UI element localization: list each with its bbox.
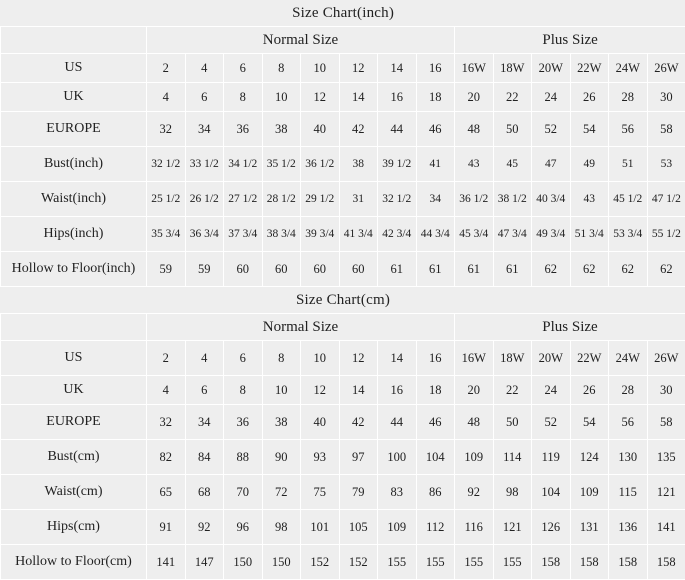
cell: 100 (378, 440, 417, 475)
cell: 155 (493, 545, 532, 580)
cell: 52 (532, 405, 571, 440)
cell: 92 (455, 475, 494, 510)
cell: 32 (147, 112, 186, 147)
row-label-bust: Bust(cm) (1, 440, 147, 475)
cell: 12 (301, 83, 340, 112)
cell: 10 (301, 54, 340, 83)
table-title-row (1, 0, 685, 27)
cell: 14 (339, 376, 378, 405)
cell: 25 1/2 (147, 182, 186, 217)
cell: 141 (647, 510, 685, 545)
cell: 36 1/2 (455, 182, 494, 217)
cell: 38 (262, 405, 301, 440)
cell: 36 3/4 (185, 217, 224, 252)
cell: 40 (301, 112, 340, 147)
row-label-bust: Bust(inch) (1, 147, 147, 182)
cell: 41 3/4 (339, 217, 378, 252)
cell: 42 3/4 (378, 217, 417, 252)
cell: 59 (185, 252, 224, 287)
page-title-inch: Size Chart(inch) (1, 0, 685, 27)
cell: 150 (224, 545, 263, 580)
cell: 61 (378, 252, 417, 287)
cell: 2 (147, 54, 186, 83)
cell: 28 (609, 376, 648, 405)
cell: 51 3/4 (570, 217, 609, 252)
cell: 38 (262, 112, 301, 147)
cell: 8 (262, 54, 301, 83)
cell: 61 (493, 252, 532, 287)
table-title-row (1, 287, 685, 314)
cell: 20W (532, 54, 571, 83)
cell: 26W (647, 54, 685, 83)
row-label-hips: Hips(inch) (1, 217, 147, 252)
cell: 8 (262, 341, 301, 376)
cell: 158 (647, 545, 685, 580)
cell: 29 1/2 (301, 182, 340, 217)
row-label-us: US (1, 341, 147, 376)
cell: 38 1/2 (493, 182, 532, 217)
table-group-header-row (1, 314, 685, 341)
cell: 26 (570, 83, 609, 112)
row-label-hips: Hips(cm) (1, 510, 147, 545)
size-chart-cm-table (0, 287, 685, 580)
cell: 60 (339, 252, 378, 287)
cell: 31 (339, 182, 378, 217)
cell: 62 (609, 252, 648, 287)
cell: 4 (185, 54, 224, 83)
cell: 158 (570, 545, 609, 580)
row-label-hollow-to-floor: Hollow to Floor(cm) (1, 545, 147, 580)
cell: 70 (224, 475, 263, 510)
cell: 16 (416, 54, 455, 83)
cell: 16 (416, 341, 455, 376)
cell: 155 (378, 545, 417, 580)
cell: 47 (532, 147, 571, 182)
table-row (1, 341, 685, 376)
cell: 62 (532, 252, 571, 287)
cell: 68 (185, 475, 224, 510)
cell: 4 (185, 341, 224, 376)
cell: 39 1/2 (378, 147, 417, 182)
cell: 32 1/2 (147, 147, 186, 182)
cell: 12 (301, 376, 340, 405)
cell: 24 (532, 376, 571, 405)
cell: 34 (416, 182, 455, 217)
cell: 8 (224, 376, 263, 405)
cell: 91 (147, 510, 186, 545)
row-label-europe: EUROPE (1, 405, 147, 440)
cell: 6 (224, 341, 263, 376)
cell: 16W (455, 341, 494, 376)
size-chart-inch-table (0, 0, 685, 287)
table-row (1, 182, 685, 217)
cell: 6 (185, 376, 224, 405)
cell: 36 (224, 112, 263, 147)
cell: 26 (570, 376, 609, 405)
cell: 158 (609, 545, 648, 580)
cell: 33 1/2 (185, 147, 224, 182)
cell: 59 (147, 252, 186, 287)
cell: 32 1/2 (378, 182, 417, 217)
cell: 35 1/2 (262, 147, 301, 182)
cell: 34 (185, 112, 224, 147)
cell: 14 (378, 341, 417, 376)
cell: 40 (301, 405, 340, 440)
cell: 12 (339, 54, 378, 83)
cell: 50 (493, 112, 532, 147)
cell: 152 (339, 545, 378, 580)
cell: 28 (609, 83, 648, 112)
cell: 36 (224, 405, 263, 440)
cell: 60 (301, 252, 340, 287)
cell: 46 (416, 405, 455, 440)
cell: 34 1/2 (224, 147, 263, 182)
cell: 10 (262, 376, 301, 405)
group-header-normal-size: Normal Size (147, 314, 455, 341)
cell: 40 3/4 (532, 182, 571, 217)
cell: 56 (609, 405, 648, 440)
cell: 131 (570, 510, 609, 545)
cell: 42 (339, 405, 378, 440)
cell: 41 (416, 147, 455, 182)
cell: 121 (493, 510, 532, 545)
cell: 44 3/4 (416, 217, 455, 252)
row-label-uk: UK (1, 376, 147, 405)
corner-cell (1, 27, 147, 54)
cell: 42 (339, 112, 378, 147)
cell: 152 (301, 545, 340, 580)
cell: 49 (570, 147, 609, 182)
cell: 54 (570, 405, 609, 440)
cell: 20 (455, 83, 494, 112)
cell: 45 1/2 (609, 182, 648, 217)
cell: 83 (378, 475, 417, 510)
cell: 158 (532, 545, 571, 580)
cell: 49 3/4 (532, 217, 571, 252)
cell: 46 (416, 112, 455, 147)
cell: 4 (147, 83, 186, 112)
cell: 58 (647, 405, 685, 440)
cell: 18W (493, 341, 532, 376)
cell: 30 (647, 376, 685, 405)
table-row (1, 440, 685, 475)
cell: 18 (416, 83, 455, 112)
cell: 141 (147, 545, 186, 580)
cell: 98 (493, 475, 532, 510)
cell: 37 3/4 (224, 217, 263, 252)
table-group-header-row (1, 27, 685, 54)
row-label-us: US (1, 54, 147, 83)
cell: 61 (455, 252, 494, 287)
cell: 53 3/4 (609, 217, 648, 252)
row-label-hollow-to-floor: Hollow to Floor(inch) (1, 252, 147, 287)
row-label-uk: UK (1, 83, 147, 112)
cell: 58 (647, 112, 685, 147)
cell: 72 (262, 475, 301, 510)
cell: 53 (647, 147, 685, 182)
cell: 12 (339, 341, 378, 376)
cell: 48 (455, 405, 494, 440)
cell: 62 (570, 252, 609, 287)
cell: 130 (609, 440, 648, 475)
cell: 22 (493, 83, 532, 112)
cell: 38 3/4 (262, 217, 301, 252)
cell: 14 (339, 83, 378, 112)
cell: 44 (378, 405, 417, 440)
size-chart-cm-block (0, 287, 685, 580)
cell: 121 (647, 475, 685, 510)
cell: 116 (455, 510, 494, 545)
cell: 96 (224, 510, 263, 545)
cell: 62 (647, 252, 685, 287)
cell: 109 (570, 475, 609, 510)
cell: 16W (455, 54, 494, 83)
cell: 124 (570, 440, 609, 475)
cell: 50 (493, 405, 532, 440)
cell: 6 (224, 54, 263, 83)
table-row (1, 54, 685, 83)
table-row (1, 510, 685, 545)
table-row (1, 475, 685, 510)
cell: 115 (609, 475, 648, 510)
cell: 27 1/2 (224, 182, 263, 217)
cell: 20W (532, 341, 571, 376)
cell: 47 3/4 (493, 217, 532, 252)
cell: 28 1/2 (262, 182, 301, 217)
table-row (1, 147, 685, 182)
cell: 109 (455, 440, 494, 475)
cell: 48 (455, 112, 494, 147)
cell: 79 (339, 475, 378, 510)
cell: 150 (262, 545, 301, 580)
cell: 61 (416, 252, 455, 287)
cell: 6 (185, 83, 224, 112)
cell: 44 (378, 112, 417, 147)
group-header-plus-size: Plus Size (455, 27, 685, 54)
cell: 126 (532, 510, 571, 545)
cell: 36 1/2 (301, 147, 340, 182)
cell: 38 (339, 147, 378, 182)
cell: 75 (301, 475, 340, 510)
cell: 104 (532, 475, 571, 510)
group-header-plus-size: Plus Size (455, 314, 685, 341)
cell: 20 (455, 376, 494, 405)
cell: 14 (378, 54, 417, 83)
row-label-waist: Waist(cm) (1, 475, 147, 510)
size-chart-inch-block (0, 0, 685, 287)
cell: 26W (647, 341, 685, 376)
cell: 10 (262, 83, 301, 112)
cell: 26 1/2 (185, 182, 224, 217)
cell: 54 (570, 112, 609, 147)
cell: 155 (416, 545, 455, 580)
table-row (1, 112, 685, 147)
cell: 43 (570, 182, 609, 217)
cell: 22W (570, 54, 609, 83)
cell: 136 (609, 510, 648, 545)
cell: 2 (147, 341, 186, 376)
cell: 84 (185, 440, 224, 475)
cell: 35 3/4 (147, 217, 186, 252)
cell: 45 (493, 147, 532, 182)
cell: 16 (378, 83, 417, 112)
cell: 112 (416, 510, 455, 545)
cell: 60 (262, 252, 301, 287)
cell: 24W (609, 341, 648, 376)
cell: 32 (147, 405, 186, 440)
cell: 114 (493, 440, 532, 475)
cell: 92 (185, 510, 224, 545)
cell: 45 3/4 (455, 217, 494, 252)
cell: 52 (532, 112, 571, 147)
cell: 16 (378, 376, 417, 405)
cell: 60 (224, 252, 263, 287)
row-label-europe: EUROPE (1, 112, 147, 147)
cell: 34 (185, 405, 224, 440)
cell: 22 (493, 376, 532, 405)
cell: 119 (532, 440, 571, 475)
cell: 93 (301, 440, 340, 475)
cell: 18 (416, 376, 455, 405)
cell: 97 (339, 440, 378, 475)
row-label-waist: Waist(inch) (1, 182, 147, 217)
table-row (1, 376, 685, 405)
cell: 24W (609, 54, 648, 83)
cell: 39 3/4 (301, 217, 340, 252)
cell: 56 (609, 112, 648, 147)
cell: 30 (647, 83, 685, 112)
cell: 147 (185, 545, 224, 580)
cell: 101 (301, 510, 340, 545)
cell: 47 1/2 (647, 182, 685, 217)
cell: 98 (262, 510, 301, 545)
cell: 88 (224, 440, 263, 475)
table-row (1, 83, 685, 112)
cell: 82 (147, 440, 186, 475)
cell: 109 (378, 510, 417, 545)
cell: 90 (262, 440, 301, 475)
cell: 10 (301, 341, 340, 376)
cell: 4 (147, 376, 186, 405)
table-row (1, 252, 685, 287)
table-row (1, 217, 685, 252)
cell: 55 1/2 (647, 217, 685, 252)
cell: 18W (493, 54, 532, 83)
cell: 22W (570, 341, 609, 376)
cell: 104 (416, 440, 455, 475)
cell: 105 (339, 510, 378, 545)
cell: 65 (147, 475, 186, 510)
table-row (1, 405, 685, 440)
group-header-normal-size: Normal Size (147, 27, 455, 54)
cell: 24 (532, 83, 571, 112)
cell: 43 (455, 147, 494, 182)
cell: 8 (224, 83, 263, 112)
cell: 135 (647, 440, 685, 475)
cell: 155 (455, 545, 494, 580)
page-title-cm: Size Chart(cm) (1, 287, 685, 314)
table-row (1, 545, 685, 580)
cell: 51 (609, 147, 648, 182)
corner-cell (1, 314, 147, 341)
cell: 86 (416, 475, 455, 510)
